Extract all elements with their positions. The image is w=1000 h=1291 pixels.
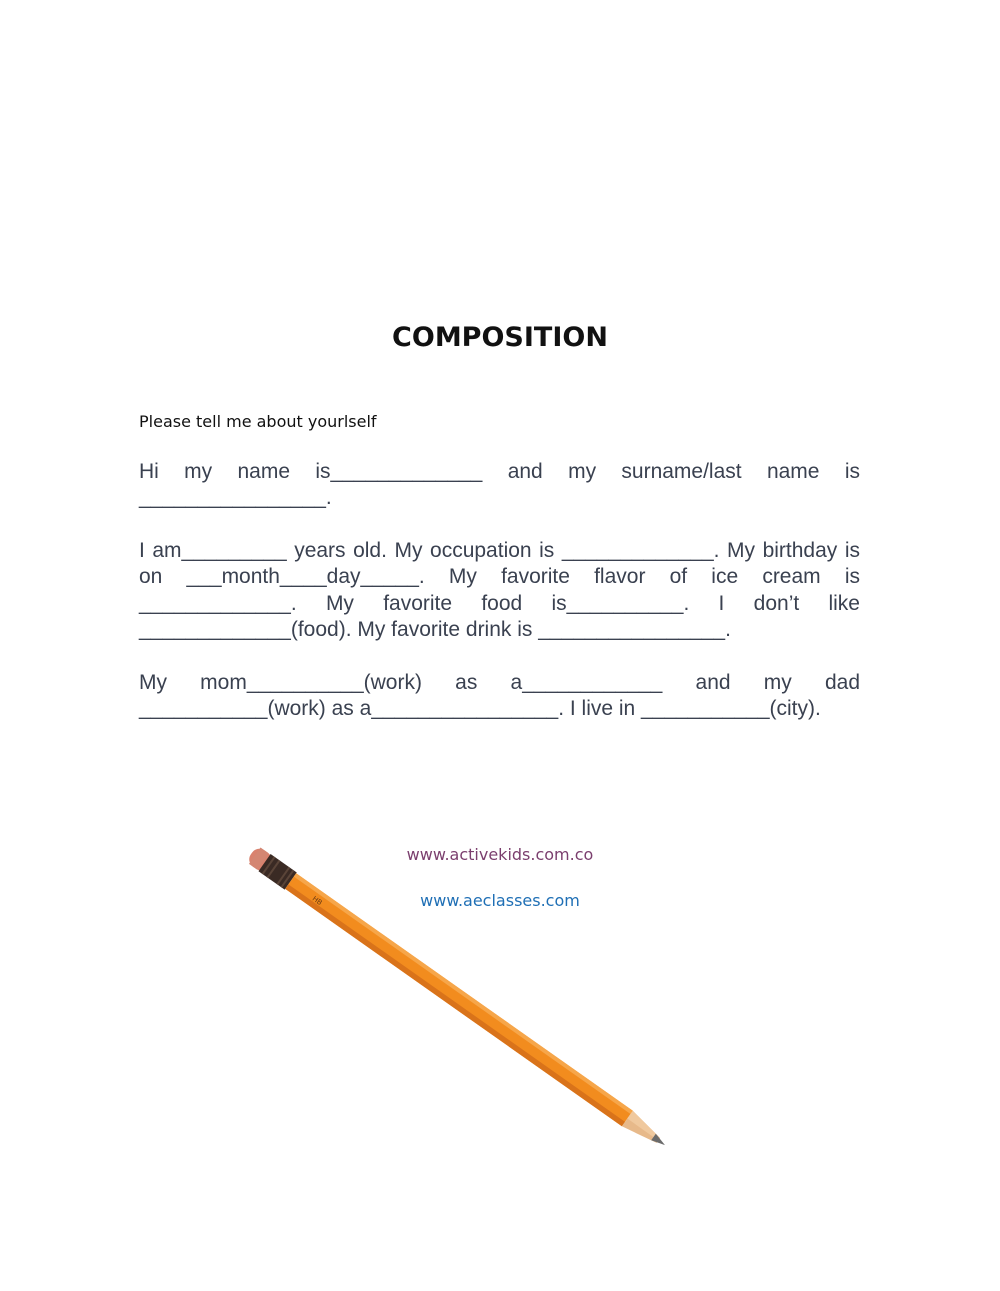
- aeclasses-link[interactable]: www.aeclasses.com: [420, 891, 580, 910]
- intro-text: Please tell me about yourlself: [139, 412, 377, 431]
- paragraph-family: My mom__________(work) as a____________ and my dad ___________(work) as a________________. I live in ___________(city).: [139, 671, 860, 721]
- pencil-label: HB: [310, 894, 324, 908]
- page-title: COMPOSITION: [392, 322, 608, 353]
- paragraph-about-me: I am_________ years old. My occupation is _____________. My birthday is on ___month____day_____. My favorite flavor of ice cream is _____________. My favorite food is__________. I don’t like _____________(food). My favorite drink is ________________.: [139, 539, 860, 641]
- paragraph-name: Hi my name is_____________ and my surname/last name is ________________.: [139, 460, 860, 510]
- activekids-link[interactable]: www.activekids.com.co: [406, 845, 594, 864]
